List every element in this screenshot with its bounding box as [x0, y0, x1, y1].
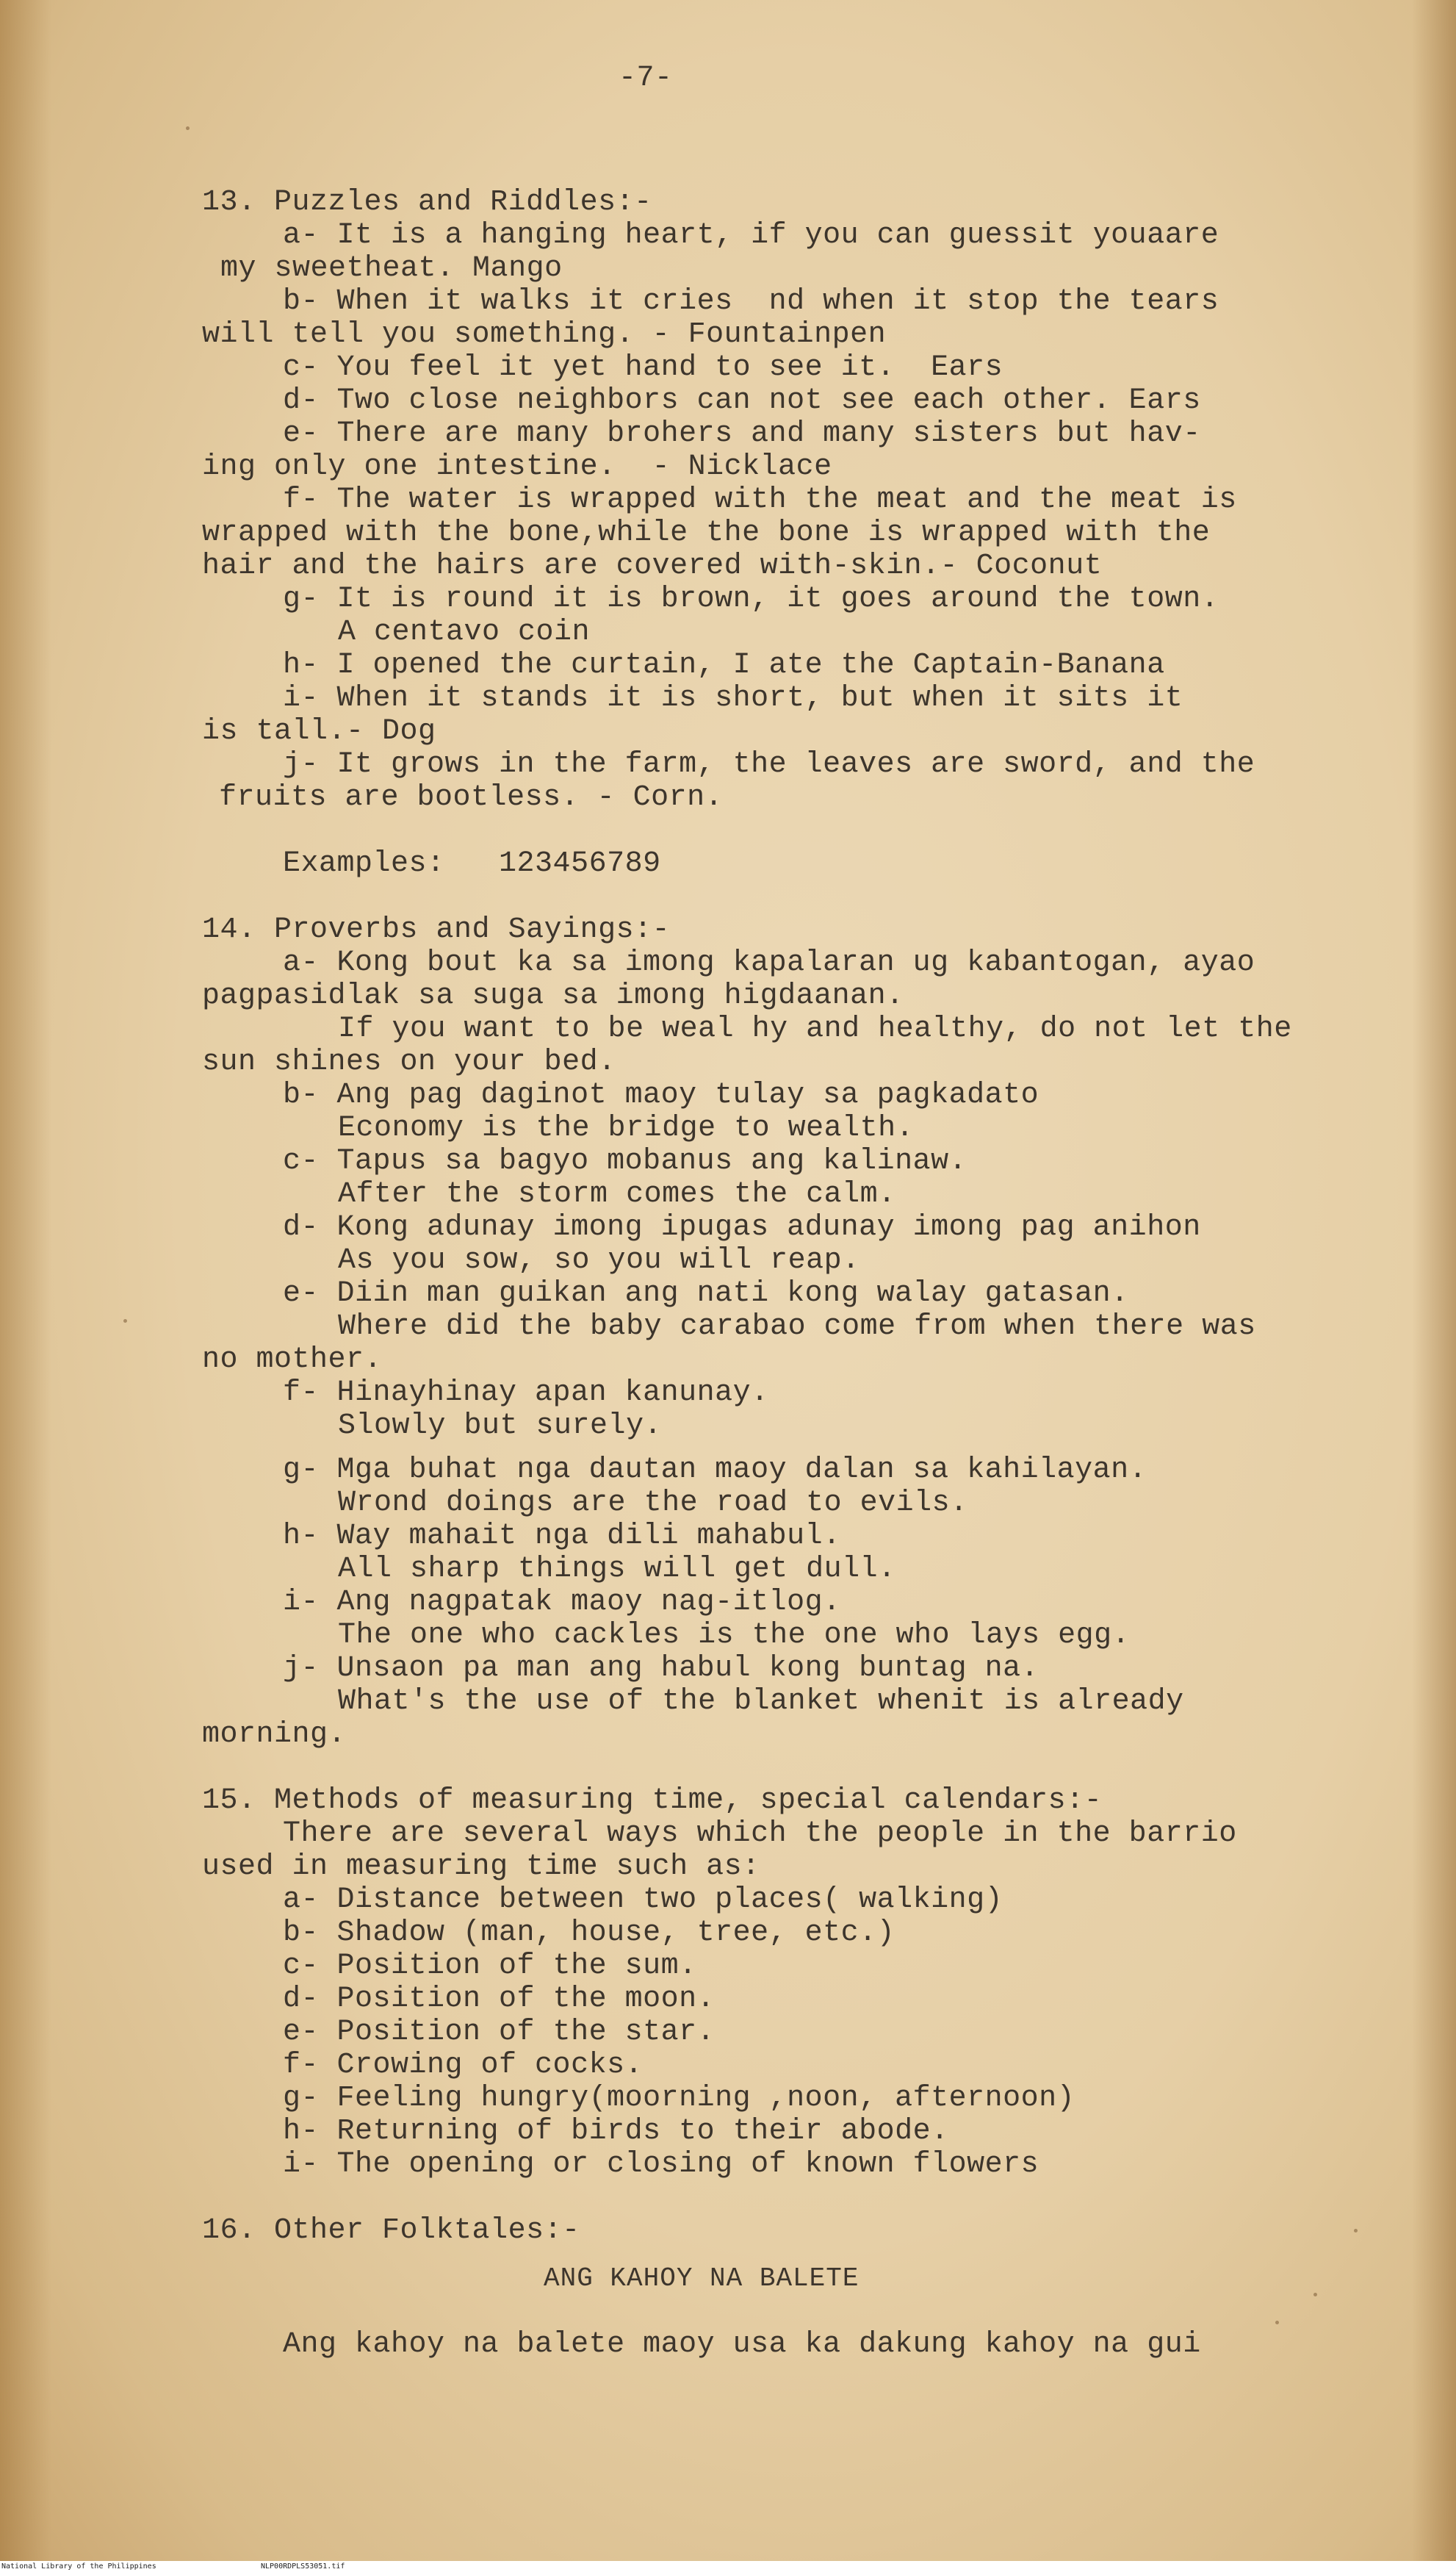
riddle-line: hair and the hairs are covered with-skin.- Coconut — [202, 550, 1103, 583]
proverb-line: Economy is the bridge to wealth. — [338, 1112, 915, 1145]
proverb-line: d- Kong adunay imong ipugas adunay imong pag anihon — [283, 1211, 1201, 1244]
proverb-line: j- Unsaon pa man ang habul kong buntag na. — [283, 1652, 1039, 1685]
proverb-line: morning. — [202, 1718, 347, 1751]
riddle-line: d- Two close neighbors can not see each other. Ears — [283, 384, 1201, 417]
proverb-line: Where did the baby carabao come from when there was — [338, 1310, 1256, 1343]
proverb-line: As you sow, so you will reap. — [338, 1244, 860, 1277]
riddle-line: my sweetheat. Mango — [220, 252, 563, 285]
proverb-line: Slowly but surely. — [338, 1409, 663, 1443]
examples-line: Examples: 123456789 — [283, 847, 661, 880]
proverb-line: The one who cackles is the one who lays egg. — [338, 1619, 1131, 1652]
proverb-line: i- Ang nagpatak maoy nag-itlog. — [283, 1586, 841, 1619]
riddle-line: b- When it walks it cries nd when it stop the tears — [283, 285, 1219, 318]
proverb-line: sun shines on your bed. — [202, 1046, 616, 1079]
riddle-line: g- It is round it is brown, it goes around the town. — [283, 583, 1219, 616]
section-15-heading: 15. Methods of measuring time, special calendars:- — [202, 1784, 1103, 1817]
proverb-line: b- Ang pag daginot maoy tulay sa pagkadato — [283, 1079, 1039, 1112]
method-line: e- Position of the star. — [283, 2016, 716, 2049]
riddle-line: j- It grows in the farm, the leaves are sword, and the — [283, 748, 1255, 781]
method-line: c- Position of the sum. — [283, 1950, 697, 1983]
method-line: f- Crowing of cocks. — [283, 2049, 644, 2082]
page-number: -7- — [619, 62, 673, 95]
proverb-line: g- Mga buhat nga dautan maoy dalan sa kahilayan. — [283, 1454, 1147, 1487]
section-16-heading: 16. Other Folktales:- — [202, 2214, 580, 2247]
riddle-line: h- I opened the curtain, I ate the Captain-Banana — [283, 649, 1165, 682]
riddle-line: fruits are bootless. - Corn. — [219, 781, 724, 814]
proverb-line: pagpasidlak sa suga sa imong higdaanan. — [202, 980, 904, 1013]
riddle-line: A centavo coin — [338, 616, 591, 649]
section-14-heading: 14. Proverbs and Sayings:- — [202, 913, 671, 946]
folktale-first-line: Ang kahoy na balete maoy usa ka dakung kahoy na gui — [283, 2328, 1201, 2361]
footer-strip — [0, 2561, 1456, 2572]
footer-filename: NLP00RDPLS53051.tif — [261, 2562, 345, 2571]
riddle-line: f- The water is wrapped with the meat and the meat is — [283, 484, 1237, 517]
proverb-line: e- Diin man guikan ang nati kong walay gatasan. — [283, 1277, 1129, 1310]
method-line: There are several ways which the people in the barrio — [283, 1817, 1237, 1850]
method-line: a- Distance between two places( walking) — [283, 1883, 1003, 1917]
method-line: used in measuring time such as: — [202, 1850, 760, 1883]
riddle-line: will tell you something. - Fountainpen — [202, 318, 887, 351]
riddle-line: c- You feel it yet hand to see it. Ears — [283, 351, 1003, 384]
method-line: h- Returning of birds to their abode. — [283, 2115, 949, 2148]
paper-speck — [123, 1319, 127, 1323]
method-line: d- Position of the moon. — [283, 1983, 716, 2016]
method-line: b- Shadow (man, house, tree, etc.) — [283, 1917, 895, 1950]
proverb-line: All sharp things will get dull. — [338, 1553, 896, 1586]
proverb-line: h- Way mahait nga dili mahabul. — [283, 1520, 841, 1553]
proverb-line: After the storm comes the calm. — [338, 1178, 896, 1211]
footer-library-label: National Library of the Philippines — [1, 2562, 156, 2571]
riddle-line: ing only one intestine. - Nicklace — [202, 450, 832, 484]
proverb-line: a- Kong bout ka sa imong kapalaran ug kabantogan, ayao — [283, 946, 1255, 980]
proverb-line: f- Hinayhinay apan kanunay. — [283, 1376, 769, 1409]
method-line: g- Feeling hungry(moorning ,noon, afternoon) — [283, 2082, 1075, 2115]
proverb-line: If you want to be weal hy and healthy, do not let the — [338, 1013, 1292, 1046]
paper-speck — [1275, 2321, 1279, 2324]
riddle-line: wrapped with the bone,while the bone is wrapped with the — [202, 517, 1211, 550]
riddle-line: a- It is a hanging heart, if you can guessit youaare — [283, 219, 1219, 252]
paper-speck — [1313, 2293, 1317, 2296]
proverb-line: What's the use of the blanket whenit is already — [338, 1685, 1184, 1718]
page-edge-shadow-left — [0, 0, 51, 2561]
page-edge-shadow-right — [1412, 0, 1456, 2561]
paper-speck — [1354, 2229, 1358, 2232]
proverb-line: c- Tapus sa bagyo mobanus ang kalinaw. — [283, 1145, 967, 1178]
section-13-heading: 13. Puzzles and Riddles:- — [202, 186, 652, 219]
proverb-line: no mother. — [202, 1343, 383, 1376]
riddle-line: is tall.- Dog — [202, 715, 436, 748]
riddle-line: e- There are many brohers and many sisters but hav- — [283, 417, 1201, 450]
method-line: i- The opening or closing of known flowers — [283, 2148, 1039, 2181]
riddle-line: i- When it stands it is short, but when it sits it — [283, 682, 1183, 715]
proverb-line: Wrond doings are the road to evils. — [338, 1487, 968, 1520]
paper-speck — [186, 126, 190, 130]
folktale-title: ANG KAHOY NA BALETE — [544, 2263, 859, 2293]
